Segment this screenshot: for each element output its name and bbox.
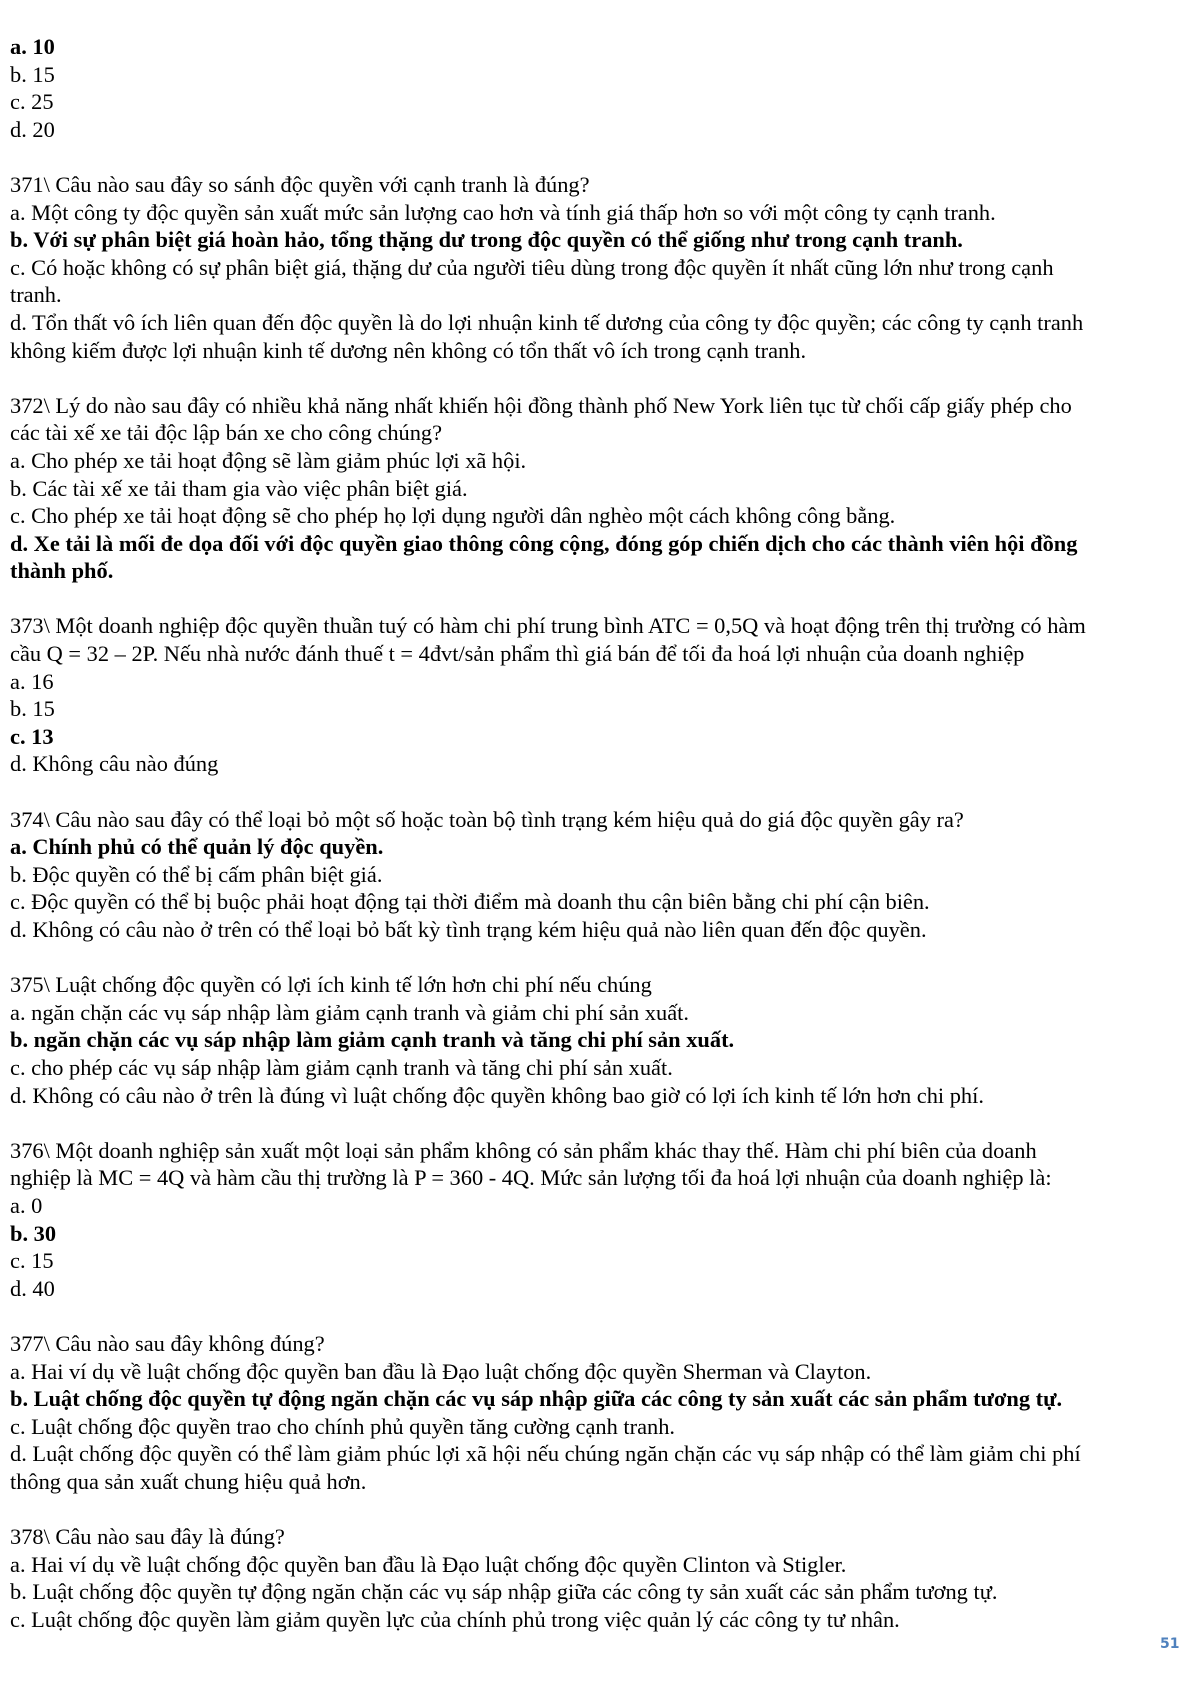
text-line: nghiệp là MC = 4Q và hàm cầu thị trường là P = 360 - 4Q. Mức sản lượng tối đa hoá lợi nhuận của doanh nghiệp là:	[10, 1165, 1052, 1191]
correct-answer-line: b. Luật chống độc quyền tự động ngăn chặn các vụ sáp nhập giữa các công ty sản xuất các sản phẩm tương tự.	[10, 1386, 1063, 1412]
text-line: d. 40	[10, 1275, 55, 1301]
spacer	[10, 1495, 1185, 1523]
correct-answer-line: b. 30	[10, 1220, 57, 1246]
text-line: d. Không câu nào đúng	[10, 751, 219, 777]
text-line: a. Hai ví dụ về luật chống độc quyền ban đầu là Đạo luật chống độc quyền Clinton và Stigler.	[10, 1551, 847, 1577]
text-line: a. Cho phép xe tải hoạt động sẽ làm giảm phúc lợi xã hội.	[10, 447, 527, 473]
text-line: 372\ Lý do nào sau đây có nhiều khả năng nhất khiến hội đồng thành phố New York liên tục từ chối cấp giấy phép cho	[10, 392, 1072, 418]
text-line: thông qua sản xuất chung hiệu quả hơn.	[10, 1468, 367, 1494]
question-block	[10, 612, 1185, 778]
text-line: c. 25	[10, 89, 54, 115]
text-line: các tài xế xe tải độc lập bán xe cho công chúng?	[10, 420, 443, 446]
text-line: c. 15	[10, 1248, 54, 1274]
text-line: tranh.	[10, 282, 62, 308]
text-line: 377\ Câu nào sau đây không đúng?	[10, 1330, 325, 1356]
text-line: a. 16	[10, 668, 54, 694]
correct-answer-line: b. Với sự phân biệt giá hoàn hảo, tổng thặng dư trong độc quyền có thể giống như trong cạnh tranh.	[10, 227, 963, 253]
text-line: d. Không có câu nào ở trên có thể loại bỏ bất kỳ tình trạng kém hiệu quả nào liên quan đến độc quyền.	[10, 917, 927, 942]
question-block	[10, 971, 1185, 1109]
text-line: c. cho phép các vụ sáp nhập làm giảm cạnh tranh và tăng chi phí sản xuất.	[10, 1054, 673, 1080]
spacer	[10, 585, 1185, 613]
text-line: d. 20	[10, 116, 55, 142]
question-block	[10, 1523, 1185, 1633]
text-line: c. Độc quyền có thể bị buộc phải hoạt động tại thời điểm mà doanh thu cận biên bằng chi phí cận biên.	[10, 889, 930, 915]
spacer	[10, 1109, 1185, 1137]
text-line: b. Các tài xế xe tải tham gia vào việc phân biệt giá.	[10, 475, 468, 501]
text-line: b. Luật chống độc quyền tự động ngăn chặn các vụ sáp nhập giữa các công ty sản xuất các sản phẩm tương tự.	[10, 1579, 998, 1605]
correct-answer-line: d. Xe tải là mối đe dọa đối với độc quyền giao thông công cộng, đóng góp chiến dịch cho các thành viên hội đồng	[10, 530, 1078, 556]
text-line: 374\ Câu nào sau đây có thể loại bỏ một số hoặc toàn bộ tình trạng kém hiệu quả do giá độc quyền gây ra?	[10, 806, 964, 832]
text-line: a. Hai ví dụ về luật chống độc quyền ban đầu là Đạo luật chống độc quyền Sherman và Clayton.	[10, 1358, 872, 1384]
text-line: 378\ Câu nào sau đây là đúng?	[10, 1524, 285, 1550]
text-line: a. ngăn chặn các vụ sáp nhập làm giảm cạnh tranh và giảm chi phí sản xuất.	[10, 999, 689, 1025]
question-block	[10, 1330, 1185, 1496]
question-block	[10, 1137, 1185, 1303]
text-line: c. Luật chống độc quyền làm giảm quyền lực của chính phủ trong việc quản lý các công ty tư nhân.	[10, 1606, 900, 1632]
spacer	[10, 364, 1185, 392]
text-line: b. Độc quyền có thể bị cấm phân biệt giá.	[10, 861, 383, 887]
answer-options-block	[10, 33, 1185, 143]
text-line: d. Tổn thất vô ích liên quan đến độc quyền là do lợi nhuận kinh tế dương của công ty độc quyền; các công ty cạnh tranh	[10, 309, 1084, 335]
correct-answer-line: c. 13	[10, 723, 54, 749]
text-line: c. Có hoặc không có sự phân biệt giá, thặng dư của người tiêu dùng trong độc quyền ít nhất cũng lớn như trong cạnh	[10, 254, 1054, 280]
text-line: b. 15	[10, 696, 55, 722]
text-line: cầu Q = 32 – 2P. Nếu nhà nước đánh thuế t = 4đvt/sản phẩm thì giá bán để tối đa hoá lợi nhuận của doanh nghiệp	[10, 641, 1025, 667]
question-block	[10, 392, 1185, 585]
spacer	[10, 143, 1185, 171]
text-line: 376\ Một doanh nghiệp sản xuất một loại sản phẩm không có sản phẩm khác thay thế. Hàm chi phí biên của doanh	[10, 1137, 1037, 1163]
document-body	[10, 33, 1185, 1633]
text-line: không kiếm được lợi nhuận kinh tế dương nên không có tổn thất vô ích trong cạnh tranh.	[10, 337, 807, 363]
text-line: 375\ Luật chống độc quyền có lợi ích kinh tế lớn hơn chi phí nếu chúng	[10, 972, 652, 998]
text-line: a. Một công ty độc quyền sản xuất mức sản lượng cao hơn và tính giá thấp hơn so với một công ty cạnh tranh.	[10, 199, 996, 225]
page-number: 51	[1160, 1636, 1180, 1652]
text-line: c. Cho phép xe tải hoạt động sẽ cho phép họ lợi dụng người dân nghèo một cách không công bằng.	[10, 503, 896, 529]
text-line: c. Luật chống độc quyền trao cho chính phủ quyền tăng cường cạnh tranh.	[10, 1413, 676, 1439]
question-block	[10, 171, 1185, 364]
text-line: 373\ Một doanh nghiệp độc quyền thuần tuý có hàm chi phí trung bình ATC = 0,5Q và hoạt động trên thị trường có hàm	[10, 613, 1086, 639]
correct-answer-line: a. Chính phủ có thể quản lý độc quyền.	[10, 834, 384, 860]
text-line: d. Luật chống độc quyền có thể làm giảm phúc lợi xã hội nếu chúng ngăn chặn các vụ sáp nhập có thể làm giảm chi phí	[10, 1441, 1081, 1467]
spacer	[10, 944, 1185, 972]
correct-answer-line: b. ngăn chặn các vụ sáp nhập làm giảm cạnh tranh và tăng chi phí sản xuất.	[10, 1027, 735, 1053]
text-line: 371\ Câu nào sau đây so sánh độc quyền với cạnh tranh là đúng?	[10, 171, 590, 197]
correct-answer-line: a. 10	[10, 34, 55, 59]
spacer	[10, 778, 1185, 806]
spacer	[10, 1302, 1185, 1330]
text-line: a. 0	[10, 1192, 43, 1218]
question-block	[10, 806, 1185, 944]
correct-answer-line: thành phố.	[10, 558, 114, 584]
text-line: b. 15	[10, 61, 55, 87]
text-line: d. Không có câu nào ở trên là đúng vì luật chống độc quyền không bao giờ có lợi ích kinh tế lớn hơn chi phí.	[10, 1082, 984, 1108]
